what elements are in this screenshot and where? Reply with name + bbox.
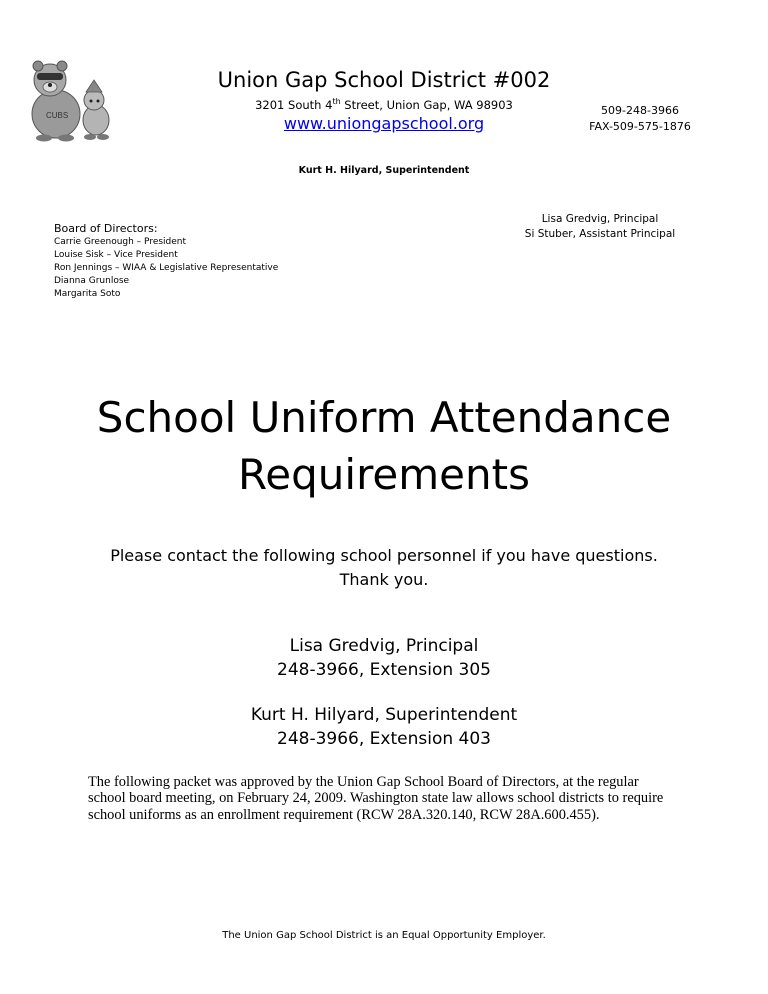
thank-you-line: Thank you. <box>339 570 429 589</box>
superintendent-line: Kurt H. Hilyard, Superintendent <box>298 165 470 176</box>
document-title-line-1: School Uniform Attendance <box>96 393 672 442</box>
contact-name-principal: Lisa Gredvig, Principal <box>289 636 479 656</box>
board-member: Dianna Grunlose <box>54 276 130 286</box>
board-member: Carrie Greenough – President <box>54 237 187 247</box>
board-member: Ron Jennings – WIAA & Legislative Representative <box>54 263 279 273</box>
approval-paragraph: The following packet was approved by the Union Gap School Board of Directors, at the regular school board meeting, on February 24, 2009. Washington state law allows school districts to require school uniforms as an enrollment requirement (RCW 28A.320.140, RCW 28A.600.455). <box>88 774 664 823</box>
contact-phone-principal: 248-3966, Extension 305 <box>277 660 491 680</box>
board-member: Louise Sisk – Vice President <box>54 250 178 260</box>
contact-name-superintendent: Kurt H. Hilyard, Superintendent <box>250 705 518 725</box>
contact-intro: Please contact the following school personnel if you have questions. <box>110 546 658 565</box>
address-suffix: Street, Union Gap, WA 98903 <box>340 97 513 112</box>
district-phone: 509-248-3966 <box>601 104 679 117</box>
address-ordinal: th <box>332 97 341 106</box>
document-title-line-2: Requirements <box>238 450 530 499</box>
assistant-principal-line: Si Stuber, Assistant Principal <box>524 228 676 240</box>
district-name: Union Gap School District #002 <box>217 68 551 92</box>
footer-note: The Union Gap School District is an Equal Opportunity Employer. <box>222 930 546 941</box>
board-member: Margarita Soto <box>54 289 121 299</box>
principal-line: Lisa Gredvig, Principal <box>541 213 659 225</box>
board-heading: Board of Directors: <box>54 222 158 235</box>
district-website-link[interactable]: www.uniongapschool.org <box>283 114 485 133</box>
contact-phone-superintendent: 248-3966, Extension 403 <box>277 729 491 749</box>
address-prefix: 3201 South 4 <box>255 97 333 112</box>
svg-text:CUBS: CUBS <box>46 111 69 120</box>
district-fax: FAX-509-575-1876 <box>589 120 691 133</box>
